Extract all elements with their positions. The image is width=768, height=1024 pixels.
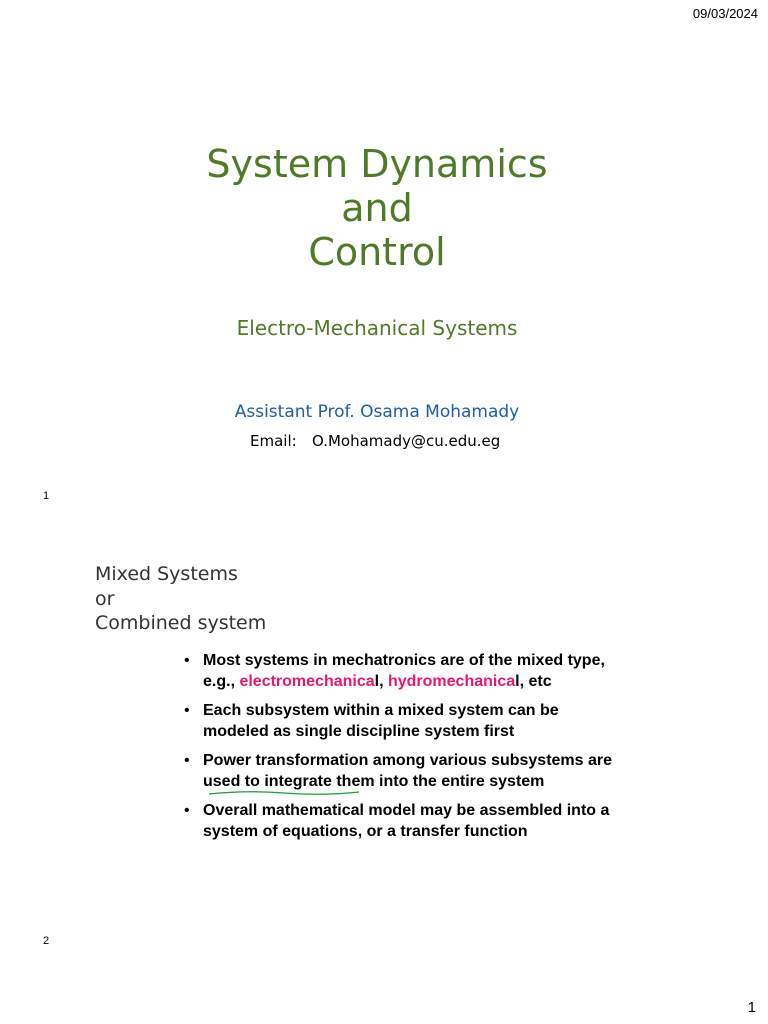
bullet1-text-c: l, etc <box>515 672 552 690</box>
bullet-item <box>184 651 614 692</box>
title-line-1: System Dynamics <box>206 142 548 186</box>
slide1-email <box>250 432 500 450</box>
highlight-hydromechanical: hydromechanica <box>387 672 516 690</box>
bullet-item: • Each subsystem within a mixed system can be modeled as single discipline system first <box>184 701 614 742</box>
email-label: Email: <box>250 432 297 450</box>
highlight-electromechanical: electromechanica <box>239 672 375 690</box>
heading-line-1: Mixed Systems <box>95 563 238 585</box>
slide1-title <box>0 142 754 274</box>
bullet-item: • Power transformation among various subsystems are used to integrate them into the entire system <box>184 751 614 792</box>
slide2-bullet-list <box>184 651 614 851</box>
bullet1-text-b: l, <box>374 672 388 690</box>
slide1-number: 1 <box>43 490 50 502</box>
slide2-heading <box>95 562 266 636</box>
heading-line-2: or <box>95 587 115 610</box>
print-date: 09/03/2024 <box>692 6 758 21</box>
slide2-number: 2 <box>43 935 50 947</box>
heading-line-3: Combined system <box>95 612 267 634</box>
handwritten-underline <box>208 789 360 797</box>
title-line-3: Control <box>308 230 446 274</box>
page-number: 1 <box>747 999 756 1016</box>
bullet-item: • Overall mathematical model may be assembled into a system of equations, or a transfer function <box>184 801 614 842</box>
title-line-2: and <box>341 186 413 230</box>
bullet1-text-a: Most systems in mechatronics are of the mixed type, e.g., <box>203 652 605 690</box>
slide1-subtitle: Electro-Mechanical Systems <box>236 316 518 340</box>
email-value: O.Mohamady@cu.edu.eg <box>312 432 501 450</box>
slide1-author: Assistant Prof. Osama Mohamady <box>234 402 520 422</box>
